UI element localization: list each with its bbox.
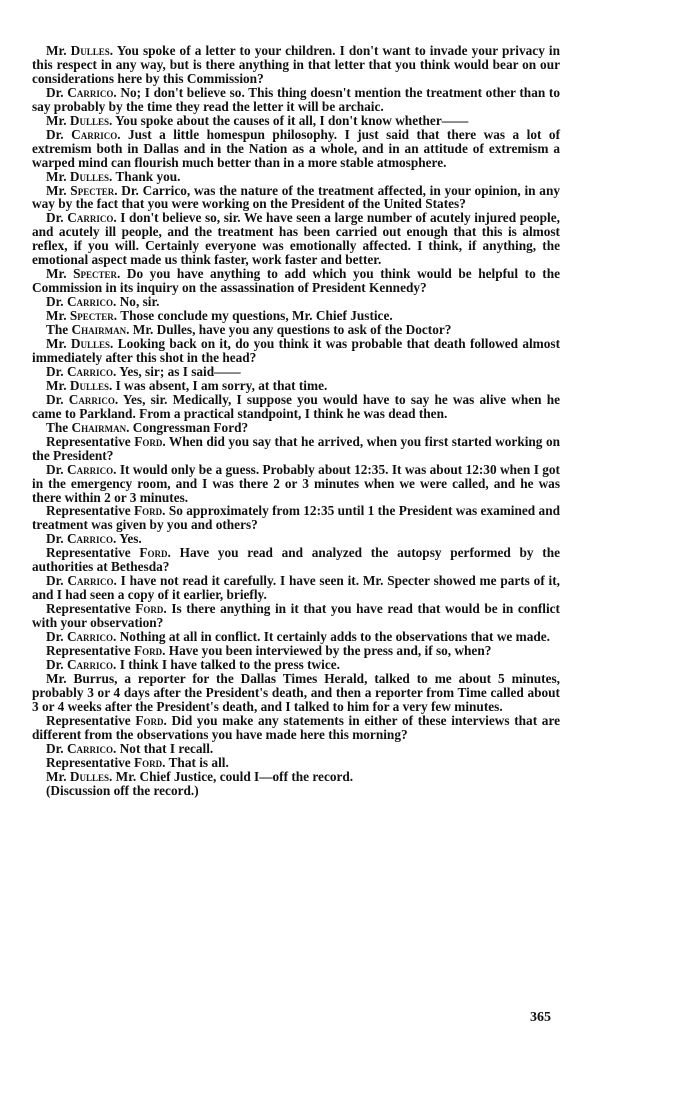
speaker-name: Carrico: [66, 294, 114, 310]
speaker-name: Carrico: [67, 210, 114, 226]
testimony-paragraph: Dr. Carrico. I have not read it carefully. I have seen it. Mr. Specter showed me parts of it, and I had seen a copy of it earlier, briefly.: [32, 573, 560, 603]
speaker-title: Dr.: [46, 126, 64, 142]
speaker-name: Ford: [134, 754, 163, 770]
testimony-paragraph: Dr. Carrico. No, sir.: [46, 294, 160, 310]
speaker-title: Mr.: [46, 336, 67, 352]
testimony-paragraph: Mr. Dulles. I was absent, I am sorry, at that time.: [46, 377, 328, 393]
testimony-paragraph: Mr. Dulles. Thank you.: [46, 168, 181, 184]
speaker-name: Carrico: [66, 363, 114, 379]
speech-text: Congressman Ford?: [132, 419, 249, 435]
page-number: 365: [530, 1010, 551, 1025]
speech-text: Yes, sir. Medically, I suppose you would have to say he was alive when he came to Parkland. From a practical standpoint, I think he was dead then.: [32, 391, 560, 421]
transcript-body: [32, 44, 560, 797]
speech-text: I think I have talked to the press twice.: [119, 656, 340, 672]
speaker-name: Carrico: [66, 656, 114, 672]
speech-text: No, sir.: [119, 294, 160, 310]
speech-text: Have you been interviewed by the press and, if so, when?: [168, 642, 492, 658]
speaker-name: Ford: [139, 545, 168, 561]
testimony-paragraph: [32, 672, 560, 714]
speaker-title: Dr.: [46, 461, 64, 477]
speaker-title: Mr.: [46, 308, 67, 324]
speech-text: Dr. Carrico, was the nature of the treatment affected, in your opinion, in any way by the fact that you were working on the President of the United States?: [32, 182, 560, 212]
speech-text: I was absent, I am sorry, at that time.: [115, 377, 328, 393]
speech-text: Did you make any statements in either of these interviews that are different from the observations you have made here this morning?: [32, 712, 561, 742]
speaker-name: Specter: [73, 266, 118, 282]
speech-text: That is all.: [168, 754, 229, 770]
testimony-paragraph: Dr. Carrico. It would only be a guess. Probably about 12:35. It was about 12:30 when I got in the emergency room, and I was there 2 or 3 minutes when we were called, and he was there within 2 or 3 minutes.: [32, 461, 560, 505]
speaker-title: Representative: [46, 503, 131, 519]
testimony-paragraph: [32, 784, 560, 798]
testimony-paragraph: Dr. Carrico. Yes.: [46, 531, 142, 547]
speech-text: Yes.: [119, 531, 142, 547]
testimony-paragraph: Mr. Dulles. You spoke about the causes of it all, I don't know whether——: [46, 112, 469, 128]
speaker-name: Carrico: [67, 573, 114, 589]
speech-text: I have not read it carefully. I have seen it. Mr. Specter showed me parts of it, and I had seen a copy of it earlier, briefly.: [32, 573, 560, 603]
speaker-name: Carrico: [71, 126, 118, 142]
testimony-paragraph: Dr. Carrico. Yes, sir; as I said——: [46, 363, 241, 379]
testimony-paragraph: Dr. Carrico. Nothing at all in conflict. It certainly adds to the observations that we made.: [46, 629, 550, 645]
speaker-title: Representative: [46, 754, 131, 770]
speaker-name: Carrico: [68, 391, 115, 407]
testimony-paragraph: Representative Ford. Have you been interviewed by the press and, if so, when?: [46, 642, 492, 658]
testimony-paragraph: Dr. Carrico. I don't believe so, sir. We have seen a large number of acutely injured people, and acutely ill people, and the treatment has been carried out enough that this is almost reflex, if you will. Certainly everyone was emotionally affected. I think, if anything, the emotional aspect made us think faster, work faster and better.: [32, 210, 560, 268]
speaker-title: Mr.: [46, 168, 67, 184]
speech-text: Those conclude my questions, Mr. Chief Justice.: [120, 308, 393, 324]
speaker-title: Representative: [46, 712, 131, 728]
speaker-name: Ford: [134, 433, 163, 449]
testimony-paragraph: Dr. Carrico. No; I don't believe so. This thing doesn't mention the treatment other than to say probably by the time they read the letter it will be archaic.: [32, 84, 560, 114]
speaker-name: Ford: [135, 601, 164, 617]
speaker-name: Carrico: [67, 461, 114, 477]
speech-text: You spoke of a letter to your children. I don't want to invade your privacy in this respect in any way, but is there anything in that letter that you think would bear on our considerations here by this Commission?: [32, 43, 561, 86]
speaker-name: Dulles: [69, 377, 110, 393]
speech-text: Mr. Dulles, have you any questions to ask of the Doctor?: [132, 322, 452, 338]
speaker-title: Dr.: [46, 294, 64, 310]
speech-text: It would only be a guess. Probably about 12:35. It was about 12:30 when I got in the emergency room, and I was there 2 or 3 minutes when we were called, and he was there within 2 or 3 minutes.: [32, 461, 560, 505]
speech-text: So approximately from 12:35 until 1 the President was examined and treatment was given by you and others?: [32, 503, 560, 533]
speech-text: Not that I recall.: [119, 740, 214, 756]
speech-text: Yes, sir; as I said——: [119, 363, 241, 379]
speaker-name: Dulles: [69, 168, 110, 184]
testimony-paragraph: Dr. Carrico. Not that I recall.: [46, 740, 214, 756]
speaker-name: Dulles: [69, 112, 110, 128]
speech-text: When did you say that he arrived, when you first started working on the President?: [32, 433, 560, 463]
testimony-paragraph: Representative Ford. So approximately from 12:35 until 1 the President was examined and treatment was given by you and others?: [32, 503, 560, 533]
testimony-paragraph: Mr. Dulles. Looking back on it, do you think it was probable that death followed almost immediately after this shot in the head?: [32, 336, 561, 365]
speech-text: Have you read and analyzed the autopsy performed by the authorities at Bethesda?: [32, 545, 561, 575]
speaker-title: Dr.: [46, 391, 64, 407]
speaker-name: Dulles: [70, 43, 110, 58]
speaker-title: Representative: [46, 601, 131, 617]
speaker-name: Carrico: [67, 84, 114, 100]
speaker-title: Representative: [46, 545, 131, 561]
speaker-title: Dr.: [46, 656, 64, 672]
testimony-paragraph: Mr. Specter. Dr. Carrico, was the nature of the treatment affected, in your opinion, in any way by the fact that you were working on the President of the United States?: [32, 182, 560, 212]
testimony-paragraph: Dr. Carrico. Yes, sir. Medically, I suppose you would have to say he was alive when he came to Parkland. From a practical standpoint, I think he was dead then.: [32, 391, 560, 421]
testimony-paragraph: Representative Ford. Is there anything in it that you have read that would be in conflict with your observation?: [32, 601, 560, 631]
speaker-name: Ford: [135, 712, 164, 728]
speech-text: Just a little homespun philosophy. I just said that there was a lot of extremism both in Dallas and in the Nation as a whole, and in an attitude of extremism a warped mind can flourish much better than in a more stable atmosphere.: [32, 126, 560, 170]
speaker-name: Dulles: [69, 768, 110, 784]
testimony-paragraph: The Chairman. Congressman Ford?: [46, 419, 249, 435]
speech-text: Mr. Chief Justice, could I—off the record.: [115, 768, 354, 784]
speaker-title: The: [46, 322, 69, 338]
speaker-name: Carrico: [66, 740, 114, 756]
speaker-name: Carrico: [66, 531, 114, 547]
testimony-paragraph: Dr. Carrico. I think I have talked to the press twice.: [46, 656, 340, 672]
testimony-paragraph: Dr. Carrico. Just a little homespun philosophy. I just said that there was a lot of extremism both in Dallas and in the Nation as a whole, and in an attitude of extremism a warped mind can flourish much better than in a more stable atmosphere.: [32, 126, 560, 170]
speaker-name: Carrico: [66, 629, 114, 645]
speech-text: You spoke about the causes of it all, I don't know whether——: [115, 112, 469, 128]
speaker-name: Specter: [70, 182, 115, 198]
testimony-paragraph: Mr. Dulles. Mr. Chief Justice, could I—off the record.: [46, 768, 354, 784]
speaker-name: Chairman: [71, 322, 127, 338]
speaker-title: The: [46, 419, 69, 435]
speaker-name: Chairman: [71, 419, 127, 435]
speech-text: Nothing at all in conflict. It certainly adds to the observations that we made.: [119, 629, 550, 645]
speech-text: Do you have anything to add which you think would be helpful to the Commission in its inquiry on the assassination of President Kennedy?: [32, 266, 560, 296]
speaker-title: Mr.: [46, 112, 67, 128]
speaker-name: Ford: [134, 642, 163, 658]
testimony-paragraph: Mr. Dulles. You spoke of a letter to your children. I don't want to invade your privacy in this respect in any way, but is there anything in that letter that you think would bear on our considerations here by this Commission?: [32, 43, 561, 86]
speaker-title: Mr.: [46, 182, 67, 198]
speaker-title: Dr.: [46, 531, 64, 547]
speech-text: Is there anything in it that you have read that would be in conflict with your observation?: [32, 601, 560, 631]
speaker-title: Dr.: [46, 84, 64, 100]
speaker-title: Mr.: [46, 377, 67, 393]
speaker-title: Mr.: [46, 266, 67, 282]
speaker-name: Ford: [134, 503, 163, 519]
speaker-title: Dr.: [46, 573, 64, 589]
speaker-title: Dr.: [46, 363, 64, 379]
testimony-paragraph: Representative Ford. Have you read and analyzed the autopsy performed by the authorities at Bethesda?: [32, 545, 561, 575]
testimony-paragraph: Mr. Specter. Those conclude my questions, Mr. Chief Justice.: [46, 308, 393, 324]
speech-text: Looking back on it, do you think it was probable that death followed almost immediately after this shot in the head?: [32, 336, 561, 365]
speaker-title: Mr.: [46, 43, 67, 58]
testimony-paragraph: The Chairman. Mr. Dulles, have you any questions to ask of the Doctor?: [46, 322, 452, 338]
testimony-paragraph: Representative Ford. That is all.: [46, 754, 229, 770]
speech-text: Mr. Burrus, a reporter for the Dallas Times Herald, talked to me about 5 minutes, probably 3 or 4 days after the President's death, and then a reporter from Time called about 3 or 4 weeks after the President's death, and I talked to him for a very few minutes.: [32, 670, 560, 714]
speaker-title: Representative: [46, 433, 131, 449]
speaker-title: Dr.: [46, 629, 64, 645]
speaker-title: Representative: [46, 642, 131, 658]
speaker-title: Dr.: [46, 740, 64, 756]
speech-text: No; I don't believe so. This thing doesn't mention the treatment other than to say probably by the time they read the letter it will be archaic.: [32, 84, 560, 114]
speech-text: (Discussion off the record.): [46, 782, 199, 798]
speaker-name: Specter: [69, 308, 114, 324]
testimony-paragraph: Mr. Specter. Do you have anything to add which you think would be helpful to the Commission in its inquiry on the assassination of President Kennedy?: [32, 266, 560, 296]
testimony-paragraph: Representative Ford. When did you say that he arrived, when you first started working on the President?: [32, 433, 560, 463]
speech-text: Thank you.: [115, 168, 181, 184]
speech-text: I don't believe so, sir. We have seen a large number of acutely injured people, and acutely ill people, and the treatment has been carried out enough that this is almost reflex, if you will. Certainly everyone was emotionally affected. I think, if anything, the emotional aspect made us think faster, work faster and better.: [32, 210, 560, 268]
speaker-name: Dulles: [70, 336, 111, 352]
speaker-title: Mr.: [46, 768, 67, 784]
testimony-paragraph: Representative Ford. Did you make any statements in either of these interviews that are different from the observations you have made here this morning?: [32, 712, 561, 742]
speaker-title: Dr.: [46, 210, 64, 226]
